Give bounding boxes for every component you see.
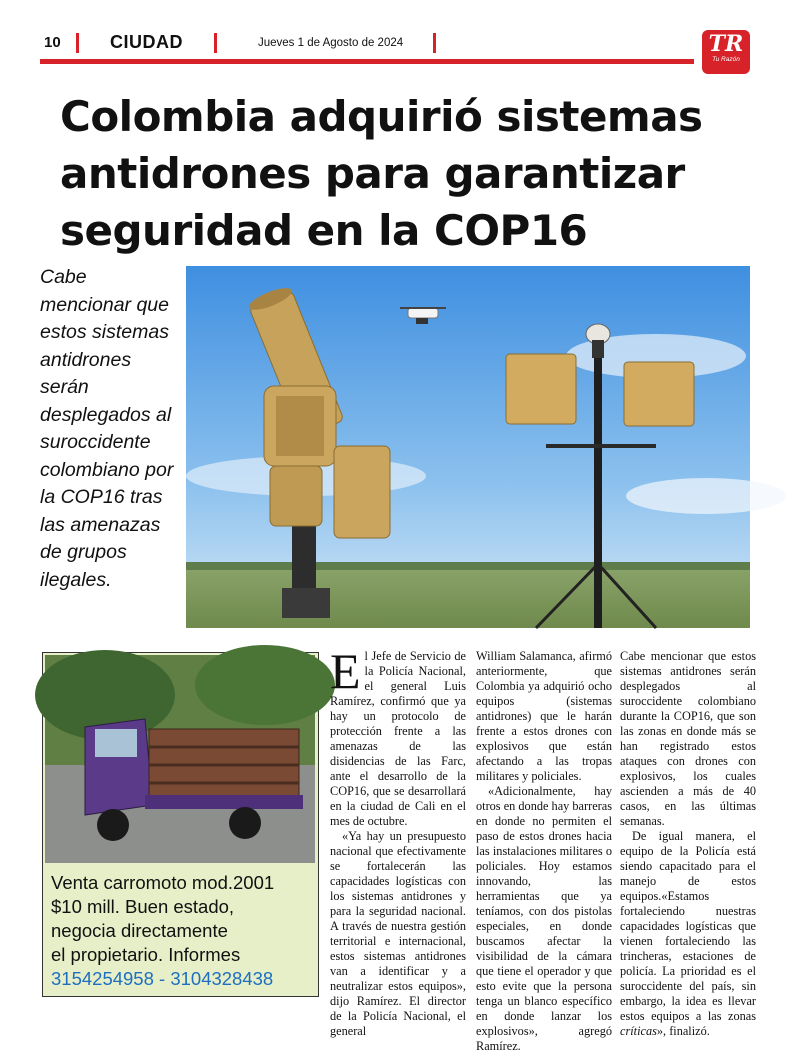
italic-word: críticas <box>620 1024 657 1038</box>
drop-cap: E <box>330 643 361 699</box>
article-column-3 <box>620 649 756 1039</box>
article-column-2 <box>476 649 612 1054</box>
ad-text <box>51 871 316 991</box>
antidrone-photo-illustration <box>186 266 750 628</box>
paragraph-text: De igual manera, el equipo de la Policía está siendo capacitado para el manejo de estos equipos.«Estamos fortaleciendo nuestras capacidades logísticas que vienen fortaleciendo las trincheras, estaciones de policía. La prioridad es el suroccidente del país, sin embargo, la idea es llevar estos equipos a las zonas <box>620 829 756 1023</box>
paragraph: «Ya hay un presupuesto nacional que efectivamente se fortalecerán las capacidades logísticas con los sistemas antidrones y para la seguridad nacional. A través de nuestra gestión territorial e internacional, estos sistemas antidrones van a identificar y a neutralizar estos equipos», dijo Ramírez. El director de la Policía Nacional, el general <box>330 829 466 1038</box>
main-photo-antidrone-systems <box>186 266 750 628</box>
ad-line: Venta carromoto mod.2001 <box>51 872 275 893</box>
paragraph <box>620 829 756 1039</box>
header-rule <box>40 59 694 64</box>
page-number: 10 <box>44 34 61 51</box>
paragraph: Cabe mencionar que estos sistemas antidrones serán desplegados al suroccidente colombiano durante la COP16, que son las zonas en donde más se han registrado estos ataques con drones con explosivos, los cuales ascienden a más de 40 casos, en las últimas semanas. <box>620 649 756 828</box>
section-label: CIUDAD <box>110 32 183 52</box>
paragraph: William Salamanca, afirmó anteriormente, que Colombia ya adquirió ocho equipos (sistemas antidrones) que le harán frente a estos drones con explosivos que están afectando a las tropas militares y policiales. <box>476 649 612 783</box>
article-headline: Colombia adquirió sistemas antidrones para garantizar seguridad en la COP16 <box>60 92 703 255</box>
header-separator <box>76 33 79 53</box>
paragraph-text: », finalizó. <box>656 1024 710 1038</box>
paragraph-text: l Jefe de Servicio de la Policía Nacional, el general Luis Ramírez, confirmó que ya hay un protocolo de protección frente a las amenazas de las disidencias de las Farc, ante el desarrollo de la COP16, que se desarrollará en la ciudad de Cali en el mes de octubre. <box>330 649 466 828</box>
page-header <box>40 30 752 66</box>
pull-quote: Cabe mencionar que estos sistemas antidrones serán desplegados al suroccidente colombiano por la COP16 tras las amenazas de grupos ilegales. <box>40 266 174 591</box>
carromoto-illustration <box>45 655 315 863</box>
ad-line: negocia directamente <box>51 920 228 941</box>
header-separator <box>214 33 217 53</box>
ad-line: el propietario. Informes <box>51 944 241 965</box>
logo-mark: TR <box>708 31 744 57</box>
paragraph: «Adicionalmente, hay otros en donde hay barreras en donde no permiten el paso de estos drones hacia las instalaciones militares o policiales. Hoy estamos innovando, las herramientas que ya teníamos, con dos pistolas especiales, en donde buscamos afectar la visibilidad de la cámara que tiene el operador y que esto evite que la persona tenga un blanco específico en donde lanzar los explosivos», agregó Ramírez. <box>476 784 612 1053</box>
header-separator <box>433 33 436 53</box>
issue-date: Jueves 1 de Agosto de 2024 <box>258 37 404 49</box>
article-column-1 <box>330 643 466 1039</box>
newspaper-logo <box>702 30 750 74</box>
paragraph <box>330 643 466 829</box>
classified-ad <box>42 652 319 997</box>
logo-subtitle: Tu Razón <box>712 56 740 63</box>
ad-phone-numbers[interactable]: 3154254958 - 3104328438 <box>51 968 274 989</box>
ad-photo-carromoto <box>45 655 315 863</box>
ad-line: $10 mill. Buen estado, <box>51 896 235 917</box>
